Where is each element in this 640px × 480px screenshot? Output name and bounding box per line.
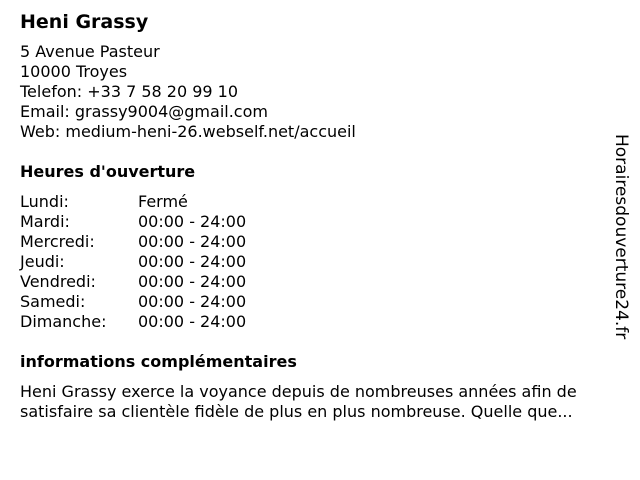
business-card [20, 9, 620, 422]
day-label: Lundi: [20, 192, 69, 211]
opening-hours-table [20, 192, 620, 332]
hours-row-monday [20, 192, 620, 212]
day-label: Jeudi: [20, 252, 65, 271]
hours-row-wednesday [20, 232, 620, 252]
hours-row-sunday [20, 312, 620, 332]
day-hours: 00:00 - 24:00 [138, 212, 247, 231]
day-label: Vendredi: [20, 272, 96, 291]
day-hours: Fermé [138, 192, 188, 211]
hours-row-thursday [20, 252, 620, 272]
day-hours: 00:00 - 24:00 [138, 252, 247, 271]
email-line: Email: grassy9004@gmail.com [20, 102, 268, 121]
opening-hours-heading: Heures d'ouverture [20, 162, 196, 181]
address-city: 10000 Troyes [20, 62, 128, 81]
address-street: 5 Avenue Pasteur [20, 42, 160, 61]
hours-row-saturday [20, 292, 620, 312]
day-hours: 00:00 - 24:00 [138, 312, 247, 331]
day-label: Dimanche: [20, 312, 107, 331]
hours-row-friday [20, 272, 620, 292]
day-label: Mercredi: [20, 232, 95, 251]
day-hours: 00:00 - 24:00 [138, 272, 247, 291]
day-hours: 00:00 - 24:00 [138, 292, 247, 311]
day-label: Samedi: [20, 292, 86, 311]
phone-line: Telefon: +33 7 58 20 99 10 [20, 82, 239, 101]
hours-row-tuesday [20, 212, 620, 232]
business-name: Heni Grassy [20, 11, 149, 33]
web-line: Web: medium-heni-26.webself.net/accueil [20, 122, 356, 141]
day-hours: 00:00 - 24:00 [138, 232, 247, 251]
day-label: Mardi: [20, 212, 70, 231]
additional-info-heading: informations complémentaires [20, 352, 297, 371]
additional-info-text: Heni Grassy exerce la voyance depuis de nombreuses années afin de satisfaire sa clientèle fidèle de plus en plus nombreuse. Quelle que... [20, 382, 577, 421]
site-watermark: Horairesdouverture24.fr [611, 134, 631, 340]
